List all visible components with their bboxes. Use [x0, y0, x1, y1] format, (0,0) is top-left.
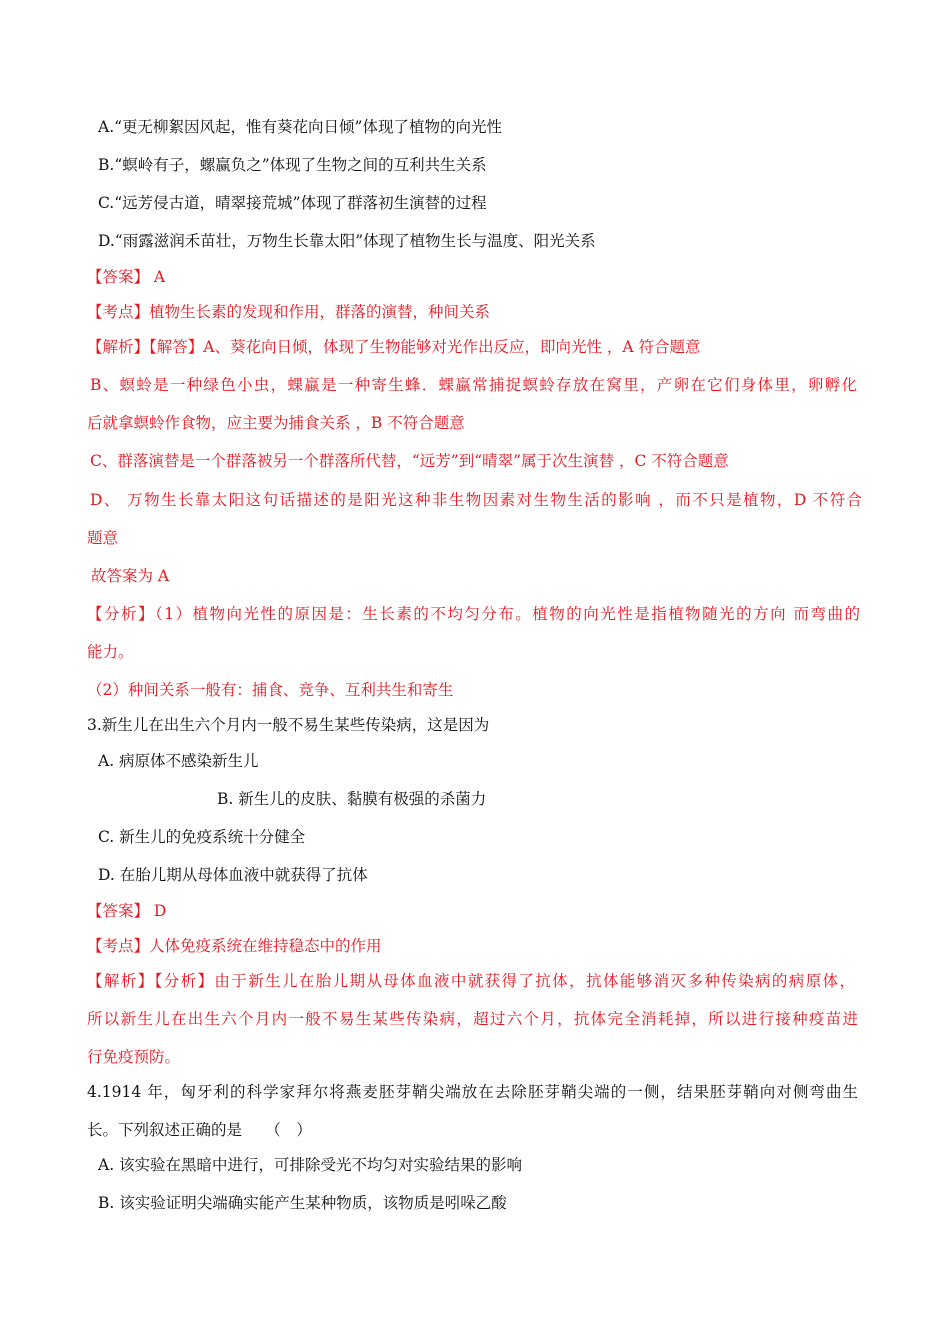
q2-option-c: C.“远芳侵古道，晴翠接荒城”体现了群落初生演替的过程 [98, 194, 487, 212]
q2-topic: 【考点】植物生长素的发现和作用，群落的演替，种间关系 [87, 303, 491, 321]
q3-answer: 【答案】 D [87, 902, 167, 920]
q2-explanation-line: D、 万物生长靠太阳这句话描述的是阳光这种非生物因素对生物生活的影响 ，而不只是植物，D 不符合 [90, 491, 862, 509]
q3-option-d: D. 在胎儿期从母体血液中就获得了抗体 [98, 866, 368, 884]
q3-explanation-line: 行免疫预防。 [87, 1048, 181, 1066]
q2-explanation-line: 故答案为 A [91, 567, 170, 585]
q3-option-c: C. 新生儿的免疫系统十分健全 [98, 828, 306, 846]
q2-analysis-line: 【分析】（1）植物向光性的原因是：生长素的不均匀分布。植物的向光性是指植物随光的方向 而弯曲的 [87, 605, 860, 623]
q4-stem-line: 4.1914 年，匈牙利的科学家拜尔将燕麦胚芽鞘尖端放在去除胚芽鞘尖端的一侧，结果胚芽鞘向对侧弯曲生 [87, 1083, 858, 1101]
q2-analysis-line: 能力。 [87, 643, 134, 661]
q4-option-b: B. 该实验证明尖端确实能产生某种物质，该物质是吲哚乙酸 [98, 1194, 507, 1212]
q3-option-a: A. 病原体不感染新生儿 [98, 752, 259, 770]
q3-topic: 【考点】人体免疫系统在维持稳态中的作用 [87, 937, 382, 955]
q2-option-a: A.“更无柳絮因风起，惟有葵花向日倾”体现了植物的向光性 [98, 118, 502, 136]
q2-explanation-line: 【解析】【解答】A、葵花向日倾，体现了生物能够对光作出反应，即向光性 ，A 符合题意 [87, 338, 701, 356]
q2-answer: 【答案】 A [87, 268, 166, 286]
q3-explanation-line: 所以新生儿在出生六个月内一般不易生某些传染病，超过六个月，抗体完全消耗掉，所以进行接种疫苗进 [87, 1010, 858, 1028]
q4-option-a: A. 该实验在黑暗中进行，可排除受光不均匀对实验结果的影响 [98, 1156, 523, 1174]
q3-stem: 3.新生儿在出生六个月内一般不易生某些传染病，这是因为 [87, 716, 490, 734]
q2-explanation-line: 后就拿螟蛉作食物，应主要为捕食关系 ，B 不符合题意 [87, 414, 465, 432]
q2-option-d: D.“雨露滋润禾苗壮，万物生长靠太阳”体现了植物生长与温度、阳光关系 [98, 232, 596, 250]
q2-analysis-line: （2）种间关系一般有：捕食、竞争、互利共生和寄生 [87, 681, 454, 699]
q2-option-b: B.“螟岭有子，螺赢负之”体现了生物之间的互利共生关系 [98, 156, 487, 174]
q4-stem-line: 长。下列叙述正确的是 （ ） [87, 1121, 312, 1139]
q3-option-b: B. 新生儿的皮肤、黏膜有极强的杀菌力 [217, 790, 487, 808]
q2-explanation-line: 题意 [87, 529, 119, 547]
q3-explanation-line: 【解析】【分析】由于新生儿在胎儿期从母体血液中就获得了抗体，抗体能够消灭多种传染病的病原体， [87, 972, 855, 990]
q2-explanation-line: C、群落演替是一个群落被另一个群落所代替，“远芳”到“晴翠”属于次生演替 ，C 不符合题意 [90, 452, 729, 470]
q2-explanation-line: B、螟蛉是一种绿色小虫，蜾蠃是一种寄生蜂．蜾蠃常捕捉螟蛉存放在窝里，产卵在它们身体里，卵孵化 [90, 376, 857, 394]
